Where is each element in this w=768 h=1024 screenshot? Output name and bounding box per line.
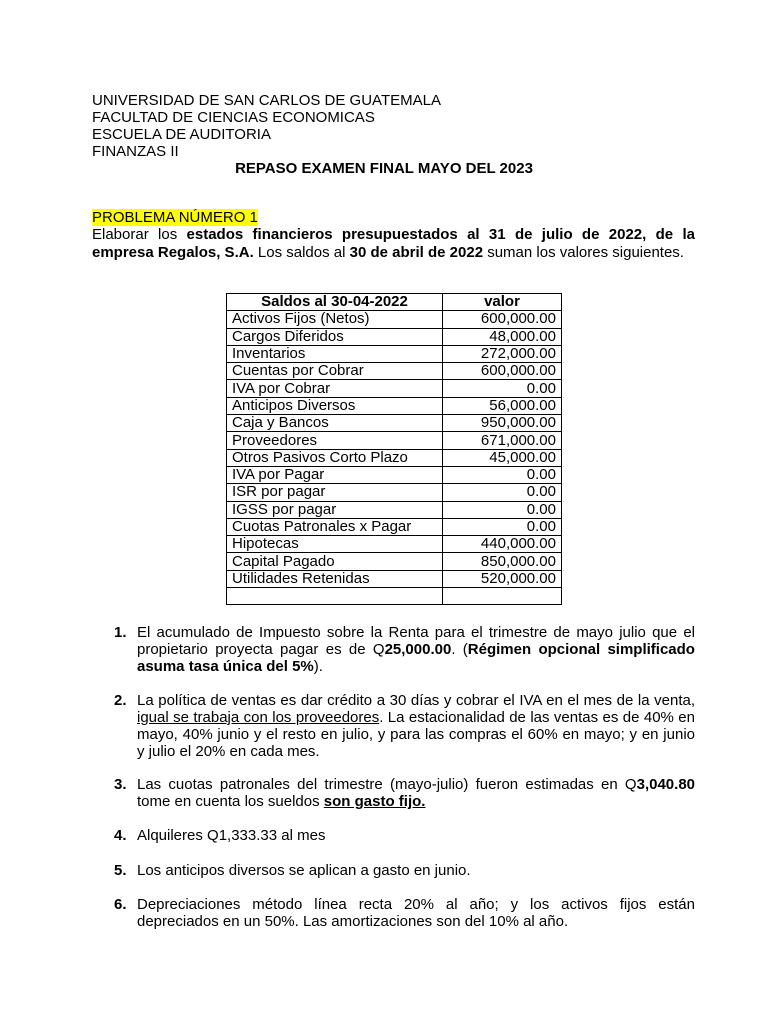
value-cell: 0.00 bbox=[443, 484, 562, 501]
item-bold-underlined: son gasto fijo. bbox=[323, 793, 426, 810]
account-cell: Otros Pasivos Corto Plazo bbox=[227, 449, 443, 466]
account-cell: Utilidades Retenidas bbox=[227, 570, 443, 587]
problem-heading-text: PROBLEMA NÚMERO 1 bbox=[92, 209, 258, 226]
table-row bbox=[227, 311, 562, 328]
account-cell bbox=[227, 588, 443, 605]
institution-header bbox=[92, 92, 441, 160]
item-text: Depreciaciones método línea recta 20% al año; y los activos fijos están depreciados en un 50%. Las amortizaciones son del 10% al año. bbox=[137, 896, 695, 930]
value-cell: 600,000.00 bbox=[443, 311, 562, 328]
table-row bbox=[227, 553, 562, 570]
account-cell: IVA por Cobrar bbox=[227, 380, 443, 397]
item-text: ). bbox=[313, 658, 323, 675]
item-number: 1. bbox=[114, 624, 127, 641]
item-text: La política de ventas es dar crédito a 30 días y cobrar el IVA en el mes de la venta, bbox=[137, 692, 695, 709]
table-row bbox=[227, 466, 562, 483]
account-cell: Activos Fijos (Netos) bbox=[227, 311, 443, 328]
table-row bbox=[227, 380, 562, 397]
value-cell: 48,000.00 bbox=[443, 328, 562, 345]
column-header-account: Saldos al 30-04-2022 bbox=[227, 294, 443, 311]
item-underlined: igual se trabaja con los proveedores bbox=[137, 709, 380, 726]
item-text: Alquileres Q1,333.33 al mes bbox=[137, 827, 326, 844]
balances-table bbox=[226, 293, 562, 605]
table-row bbox=[227, 397, 562, 414]
table-row bbox=[227, 536, 562, 553]
item-number: 6. bbox=[114, 896, 127, 913]
document-title: REPASO EXAMEN FINAL MAYO DEL 2023 bbox=[235, 160, 533, 177]
problem-items-list bbox=[92, 624, 695, 930]
intro-text-1: Elaborar los bbox=[92, 226, 187, 243]
value-cell: 0.00 bbox=[443, 501, 562, 518]
list-item bbox=[92, 692, 695, 760]
table-row bbox=[227, 449, 562, 466]
problem-heading bbox=[92, 209, 258, 226]
item-bold: Régimen opcional simplificado asuma tasa única del 5% bbox=[137, 641, 695, 675]
table-row bbox=[227, 415, 562, 432]
list-item bbox=[92, 827, 695, 844]
account-cell: ISR por pagar bbox=[227, 484, 443, 501]
value-cell: 440,000.00 bbox=[443, 536, 562, 553]
list-item bbox=[92, 896, 695, 930]
item-text: . La estacionalidad de las ventas es de 40% en mayo, 40% junio y el resto en julio, y para las compras el 60% en mayo; y en junio y julio el 20% en cada mes. bbox=[137, 709, 695, 760]
list-item bbox=[92, 862, 695, 879]
account-cell: Capital Pagado bbox=[227, 553, 443, 570]
value-cell: 950,000.00 bbox=[443, 415, 562, 432]
item-text: tome en cuenta los sueldos bbox=[137, 793, 324, 810]
value-cell: 850,000.00 bbox=[443, 553, 562, 570]
account-cell: Anticipos Diversos bbox=[227, 397, 443, 414]
value-cell: 671,000.00 bbox=[443, 432, 562, 449]
university-name: UNIVERSIDAD DE SAN CARLOS DE GUATEMALA bbox=[92, 92, 441, 109]
value-cell: 0.00 bbox=[443, 518, 562, 535]
account-cell: IGSS por pagar bbox=[227, 501, 443, 518]
value-cell: 520,000.00 bbox=[443, 570, 562, 587]
account-cell: Caja y Bancos bbox=[227, 415, 443, 432]
account-cell: IVA por Pagar bbox=[227, 466, 443, 483]
account-cell: Inventarios bbox=[227, 345, 443, 362]
intro-bold-2: 30 de abril de 2022 bbox=[349, 244, 484, 261]
value-cell: 0.00 bbox=[443, 380, 562, 397]
table-row bbox=[227, 501, 562, 518]
item-number: 3. bbox=[114, 776, 127, 793]
account-cell: Proveedores bbox=[227, 432, 443, 449]
intro-text-2: Los saldos al bbox=[253, 244, 350, 261]
course-name: FINANZAS II bbox=[92, 143, 179, 160]
account-cell: Cuotas Patronales x Pagar bbox=[227, 518, 443, 535]
intro-text-3: suman los valores siguientes. bbox=[483, 244, 684, 261]
value-cell: 45,000.00 bbox=[443, 449, 562, 466]
account-cell: Cargos Diferidos bbox=[227, 328, 443, 345]
value-cell: 0.00 bbox=[443, 466, 562, 483]
value-cell: 272,000.00 bbox=[443, 345, 562, 362]
account-cell: Hipotecas bbox=[227, 536, 443, 553]
value-cell: 600,000.00 bbox=[443, 363, 562, 380]
table-row bbox=[227, 363, 562, 380]
item-text: Las cuotas patronales del trimestre (mayo-julio) fueron estimadas en Q bbox=[137, 776, 637, 793]
table-row bbox=[227, 328, 562, 345]
table-row bbox=[227, 518, 562, 535]
school-name: ESCUELA DE AUDITORIA bbox=[92, 126, 271, 143]
table-row bbox=[227, 432, 562, 449]
account-cell: Cuentas por Cobrar bbox=[227, 363, 443, 380]
problem-intro bbox=[92, 226, 695, 262]
item-number: 2. bbox=[114, 692, 127, 709]
table-row bbox=[227, 588, 562, 605]
item-text: Los anticipos diversos se aplican a gasto en junio. bbox=[137, 862, 471, 879]
table-header-row bbox=[227, 294, 562, 311]
value-cell bbox=[443, 588, 562, 605]
table-row bbox=[227, 345, 562, 362]
value-cell: 56,000.00 bbox=[443, 397, 562, 414]
list-item bbox=[92, 624, 695, 675]
column-header-value: valor bbox=[443, 294, 562, 311]
faculty-name: FACULTAD DE CIENCIAS ECONOMICAS bbox=[92, 109, 375, 126]
item-text: . ( bbox=[451, 641, 468, 658]
intro-bold-1: estados financieros presupuestados al 31 de julio de 2022, de la empresa Regalos, S.A. bbox=[92, 226, 695, 261]
table-row bbox=[227, 570, 562, 587]
item-bold: 3,040.80 bbox=[636, 776, 695, 793]
item-bold: 25,000.00 bbox=[384, 641, 452, 658]
item-number: 5. bbox=[114, 862, 127, 879]
item-text: El acumulado de Impuesto sobre la Renta para el trimestre de mayo julio que el propietario proyecta pagar es de Q bbox=[137, 624, 695, 658]
list-item bbox=[92, 776, 695, 810]
table-row bbox=[227, 484, 562, 501]
item-number: 4. bbox=[114, 827, 127, 844]
table-body bbox=[227, 311, 562, 605]
